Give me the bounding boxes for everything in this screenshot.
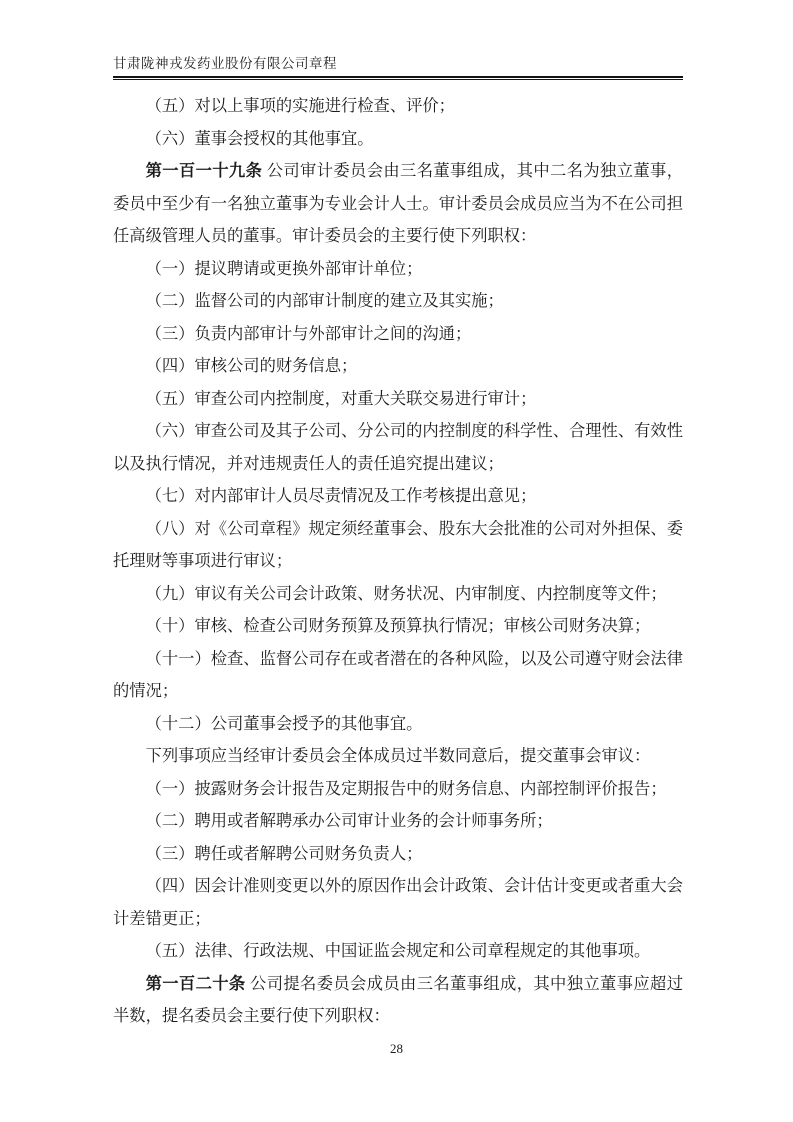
paragraph: （八）对《公司章程》规定须经董事会、股东大会批准的公司对外担保、委托理财等事项进行审议； (113, 518, 683, 570)
header-rule (113, 76, 683, 80)
paragraph: 下列事项应当经审计委员会全体成员过半数同意后，提交董事会审议： (145, 746, 651, 765)
paragraph: （九）审议有关公司会计政策、财务状况、内审制度、内控制度等文件； (145, 583, 667, 603)
article-paragraph: 第一百一十九条 公司审计委员会由三名董事组成，其中二名为独立董事，委员中至少有一名独立董事为专业会计人士。审计委员会成员应当为不在公司担任高级管理人员的董事。审计委员会的主要行使下列职权： (113, 161, 683, 245)
page-header (113, 56, 683, 80)
header-title: 甘肃陇神戎发药业股份有限公司章程 (113, 56, 337, 71)
paragraph: （二）聘用或者解聘承办公司审计业务的会计师事务所； (145, 811, 553, 830)
paragraph: （六）审查公司及其子公司、分公司的内控制度的科学性、合理性、有效性以及执行情况，并对违规责任人的责任追究提出建议； (113, 421, 683, 473)
page-number: 28 (390, 1041, 403, 1056)
paragraph: （五）对以上事项的实施进行检查、评价； (145, 96, 455, 115)
paragraph: （十）审核、检查公司财务预算及预算执行情况；审核公司财务决算； (145, 616, 651, 635)
paragraph: （一）提议聘请或更换外部审计单位； (145, 258, 423, 278)
document-body (113, 90, 683, 1033)
paragraph: （六）董事会授权的其他事宜。 (145, 128, 374, 148)
paragraph: （七）对内部审计人员尽责情况及工作考核提出意见； (145, 486, 537, 505)
paragraph: （四）因会计准则变更以外的原因作出会计政策、会计估计变更或者重大会计差错更正； (113, 876, 683, 928)
paragraph: （三）负责内部审计与外部审计之间的沟通； (145, 323, 472, 343)
article-number: 第一百一十九条 (145, 161, 263, 180)
page-footer (0, 1040, 793, 1058)
paragraph: （十二）公司董事会授予的其他事宜。 (145, 713, 423, 733)
paragraph: （四）审核公司的财务信息； (145, 356, 358, 375)
paragraph: （五）法律、行政法规、中国证监会规定和公司章程规定的其他事项。 (145, 941, 651, 960)
paragraph: （三）聘任或者解聘公司财务负责人； (145, 843, 423, 863)
paragraph: （一）披露财务会计报告及定期报告中的财务信息、内部控制评价报告； (145, 778, 667, 798)
paragraph: （五）审查公司内控制度，对重大关联交易进行审计； (145, 388, 537, 408)
paragraph: （二）监督公司的内部审计制度的建立及其实施； (145, 291, 504, 310)
paragraph: （十一）检查、监督公司存在或者潜在的各种风险，以及公司遵守财会法律的情况； (113, 648, 683, 700)
article-number: 第一百二十条 (145, 973, 246, 993)
article-paragraph: 第一百二十条 公司提名委员会成员由三名董事组成，其中独立董事应超过半数，提名委员会主要行使下列职权： (113, 973, 683, 1025)
